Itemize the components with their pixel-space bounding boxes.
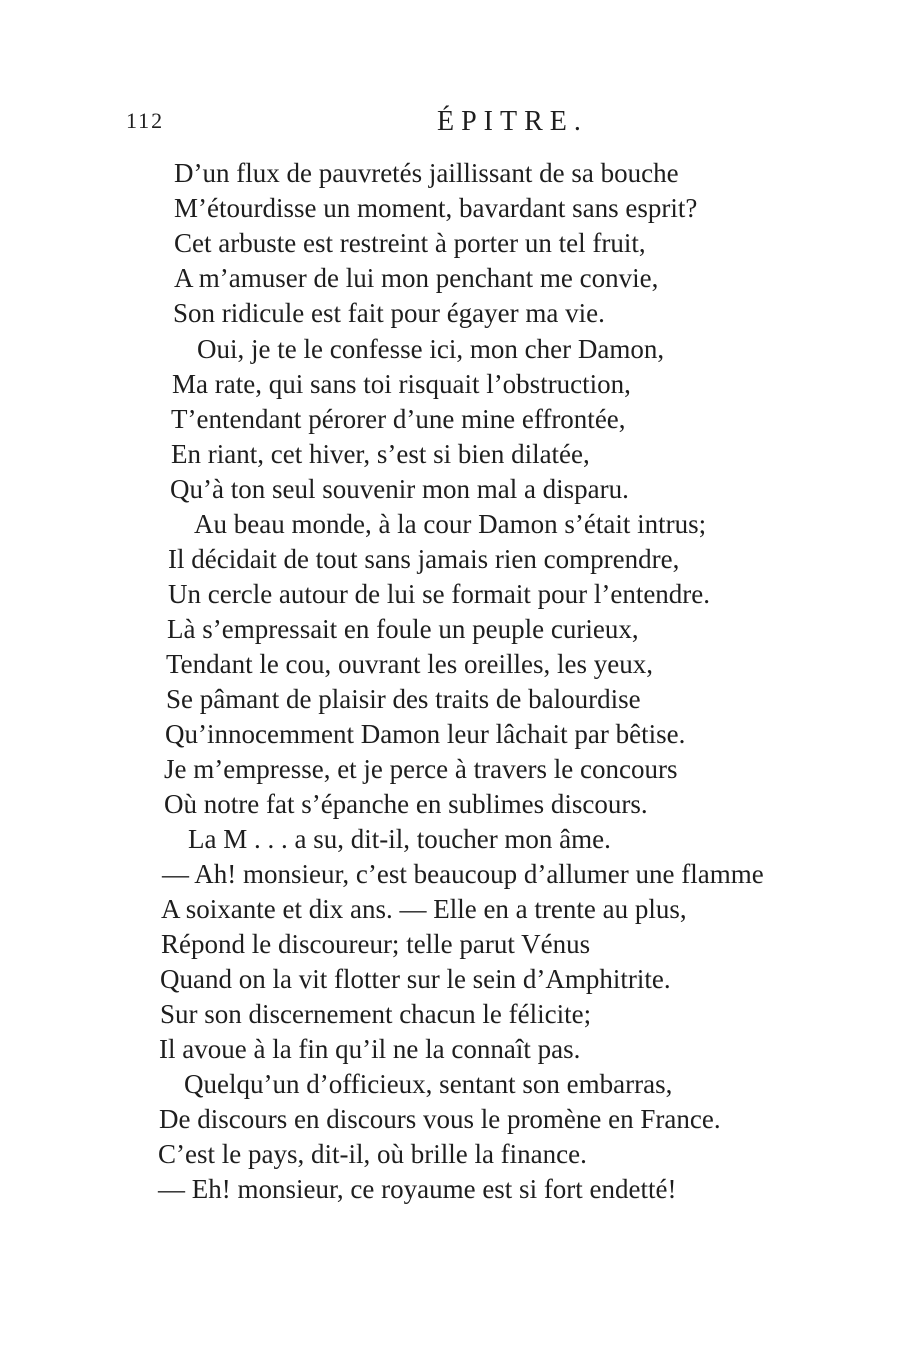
verse-line: Tendant le cou, ouvrant les oreilles, les yeux, (166, 649, 653, 679)
verse-line: La M . . . a su, dit-il, toucher mon âme. (188, 824, 611, 854)
verse-line: Je m’empresse, et je perce à travers le concours (164, 754, 678, 784)
verse-line: Son ridicule est fait pour égayer ma vie. (173, 298, 605, 328)
verse-line: De discours en discours vous le promène en France. (159, 1104, 721, 1134)
verse-line: — Eh! monsieur, ce royaume est si fort endetté! (158, 1174, 677, 1204)
verse-line: Répond le discoureur; telle parut Vénus (161, 929, 591, 959)
verse-line: Un cercle autour de lui se formait pour l’entendre. (168, 579, 711, 609)
verse-line: En riant, cet hiver, s’est si bien dilatée, (171, 439, 590, 469)
verse-line: Là s’empressait en foule un peuple curieux, (167, 614, 639, 644)
verse-line: Cet arbuste est restreint à porter un tel fruit, (174, 228, 646, 258)
verse-line: Oui, je te le confesse ici, mon cher Damon, (197, 334, 665, 364)
verse-line: Il avoue à la fin qu’il ne la connaît pas. (159, 1034, 581, 1064)
verse-line: — Ah! monsieur, c’est beaucoup d’allumer une flamme (162, 859, 764, 889)
verse-line: D’un flux de pauvretés jaillissant de sa bouche (174, 158, 679, 188)
verse-line: Au beau monde, à la cour Damon s’était intrus; (194, 509, 707, 539)
verse-line: T’entendant pérorer d’une mine effrontée, (171, 404, 626, 434)
verse-line: Qu’à ton seul souvenir mon mal a disparu. (170, 474, 629, 504)
running-head-title: ÉPITRE. (437, 106, 588, 137)
verse-line: Sur son discernement chacun le félicite; (160, 999, 592, 1029)
verse-line: A soixante et dix ans. — Elle en a trente au plus, (161, 894, 687, 924)
verse-line: A m’amuser de lui mon penchant me convie, (174, 263, 659, 293)
verse-line: Qu’innocemment Damon leur lâchait par bêtise. (165, 719, 686, 749)
verse-line: M’étourdisse un moment, bavardant sans esprit? (174, 193, 698, 223)
verse-line: Quand on la vit flotter sur le sein d’Amphitrite. (160, 964, 671, 994)
page-number: 112 (126, 108, 165, 133)
verse-line: Où notre fat s’épanche en sublimes discours. (164, 789, 648, 819)
verse-line: Ma rate, qui sans toi risquait l’obstruction, (172, 369, 631, 399)
verse-line: Quelqu’un d’officieux, sentant son embarras, (184, 1069, 673, 1099)
verse-line: Il décidait de tout sans jamais rien comprendre, (168, 544, 680, 574)
verse-line: C’est le pays, dit-il, où brille la finance. (158, 1139, 587, 1169)
verse-line: Se pâmant de plaisir des traits de balourdise (166, 684, 641, 714)
